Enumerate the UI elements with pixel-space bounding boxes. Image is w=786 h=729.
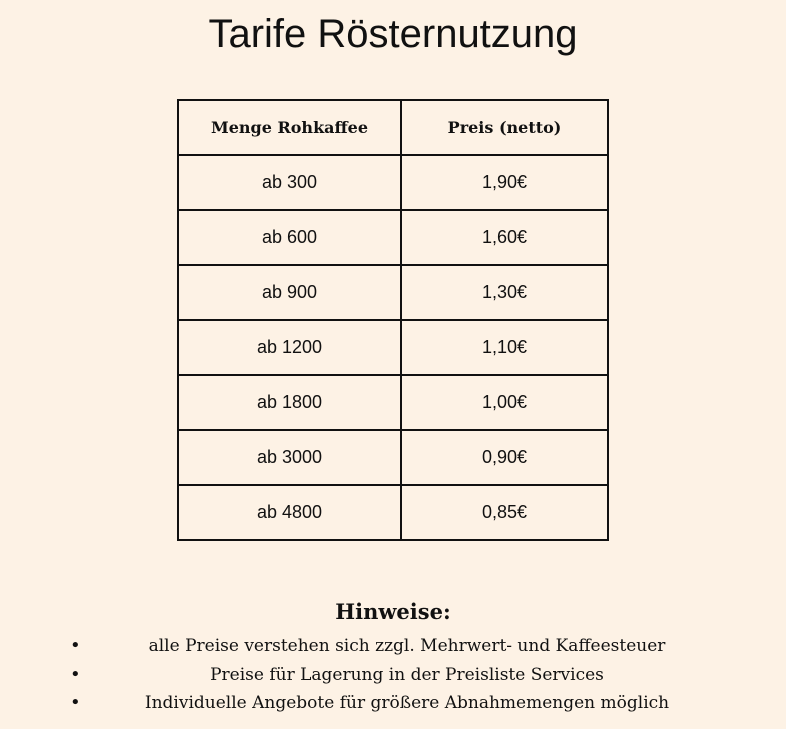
tariff-table	[177, 99, 609, 541]
table-row	[178, 210, 608, 265]
quantity-cell: ab 4800	[178, 485, 401, 540]
note-text: Preise für Lagerung in der Preisliste Services	[210, 664, 604, 685]
bullet-icon: •	[70, 635, 81, 656]
table-row	[178, 320, 608, 375]
bullet-icon: •	[70, 663, 81, 685]
table-row	[178, 485, 608, 540]
quantity-cell: ab 1200	[178, 320, 401, 375]
page-title: Tarife Rösternutzung	[208, 12, 578, 56]
price-cell: 1,10€	[401, 320, 608, 375]
notes-heading: Hinweise:	[335, 599, 451, 624]
price-cell: 1,90€	[401, 155, 608, 210]
price-cell: 1,30€	[401, 265, 608, 320]
price-cell: 1,60€	[401, 210, 608, 265]
quantity-cell: ab 3000	[178, 430, 401, 485]
price-cell: 0,90€	[401, 430, 608, 485]
notes-list	[64, 632, 722, 718]
column-header-price: Preis (netto)	[401, 100, 608, 155]
quantity-cell: ab 900	[178, 265, 401, 320]
table-row	[178, 430, 608, 485]
quantity-cell: ab 1800	[178, 375, 401, 430]
price-cell: 0,85€	[401, 485, 608, 540]
table-row	[178, 155, 608, 210]
list-item	[64, 632, 722, 661]
quantity-cell: ab 300	[178, 155, 401, 210]
note-text: Individuelle Angebote für größere Abnahmemengen möglich	[144, 693, 670, 713]
bullet-icon: •	[70, 692, 81, 713]
note-text: alle Preise verstehen sich zzgl. Mehrwert- und Kaffeesteuer	[148, 636, 666, 656]
quantity-cell: ab 600	[178, 210, 401, 265]
table-row	[178, 265, 608, 320]
price-cell: 1,00€	[401, 375, 608, 430]
list-item	[64, 689, 722, 718]
table-header-row	[178, 100, 608, 155]
list-item	[64, 661, 722, 690]
table-row	[178, 375, 608, 430]
column-header-quantity: Menge Rohkaffee	[178, 100, 401, 155]
